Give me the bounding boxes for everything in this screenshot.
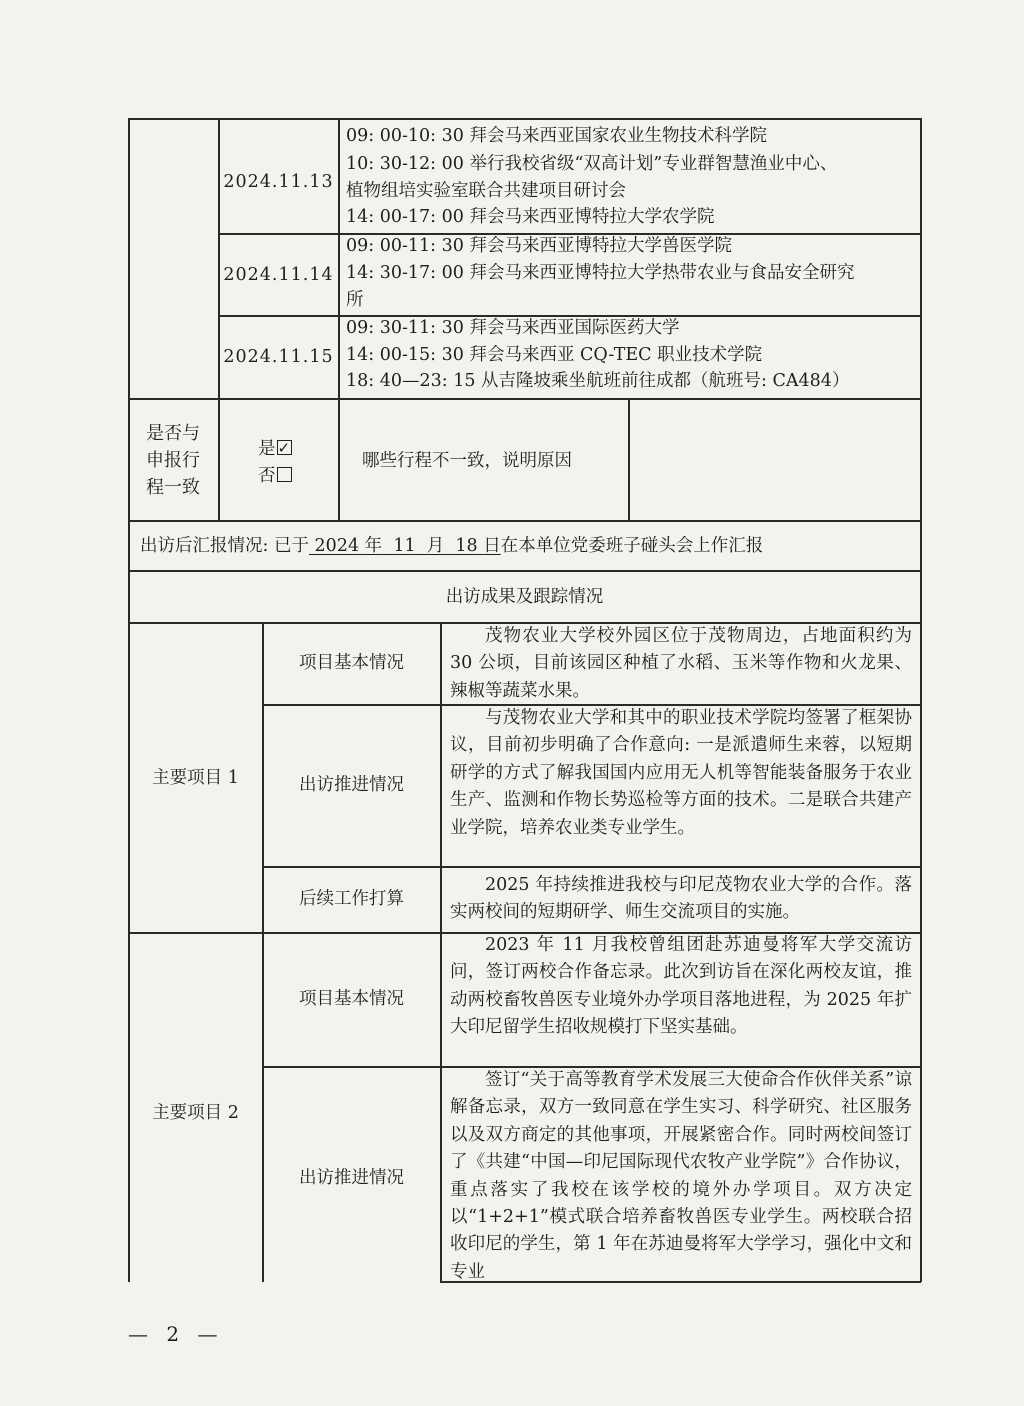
no-label: 否 [258,466,276,486]
itinerary-line: 18: 40—23: 15 从吉隆坡乘坐航班前往成都（航班号: CA484） [346,371,850,391]
row-label: 出访推进情况 [299,1168,404,1188]
divider [128,570,921,572]
consistency-no[interactable] [258,463,292,490]
project-name: 主要项目 2 [152,1103,239,1123]
consistency-yes[interactable] [258,436,292,463]
row-label: 项目基本情况 [299,989,404,1009]
row-label: 出访推进情况 [299,775,404,795]
results-title: 出访成果及跟踪情况 [445,587,604,607]
row-label: 后续工作打算 [299,889,404,909]
table-border-right [920,118,922,1282]
divider [628,398,630,520]
row-text: 与茂物农业大学和其中的职业技术学院均签署了框架协议，目前初步明确了合作意向: 一是派遣师生来蓉，以短期研学的方式了解我国国内应用无人机等智能装备服务于农业生产、监测和作物长势巡检等方面的技术。二是联合共建产业学院，培养农业类专业学生。 [450,708,912,838]
report-prefix: 出访后汇报情况: 已于 [140,536,309,556]
itinerary-line: 植物组培实验室联合共建项目研讨会 [346,181,626,201]
no-checkbox[interactable] [277,467,292,482]
itinerary-line: 09: 00-11: 30 拜会马来西亚博特拉大学兽医学院 [346,236,732,256]
itinerary-line: 09: 30-11: 30 拜会马来西亚国际医药大学 [346,318,680,338]
itinerary-line: 14: 00-17: 00 拜会马来西亚博特拉大学农学院 [346,207,715,227]
report-line [140,533,763,560]
divider [262,866,921,868]
itinerary-line: 14: 00-15: 30 拜会马来西亚 CQ-TEC 职业技术学院 [346,345,763,365]
row-text: 签订“关于高等教育学术发展三大使命合作伙伴关系”谅解备忘录，双方一致同意在学生实习、科学研究、社区服务以及双方商定的其他事项，开展紧密合作。同时两校间签订了《共建“中国—印尼国际现代农牧产业学院”》合作协议，重点落实了我校在该学校的境外办学项目。双方决定以“1+2+1”模式联合培养畜牧兽医专业学生。两校联合招收印尼的学生，第 1 年在苏迪曼将军大学学习，强化中文和专业 [450,1070,912,1282]
itinerary-line: 所 [346,290,364,310]
itinerary-date: 2024.11.13 [223,172,334,192]
table-border-top [128,118,921,120]
page-number: — 2 — [128,1322,224,1346]
itinerary-line: 09: 00-10: 30 拜会马来西亚国家农业生物技术科学院 [346,126,767,146]
project-name: 主要项目 1 [152,768,239,788]
consistency-label: 是否与申报行程一致 [146,423,200,498]
divider [128,520,921,522]
itinerary-date: 2024.11.15 [223,347,334,367]
yes-checkbox[interactable] [277,440,292,455]
row-text: 2025 年持续推进我校与印尼茂物农业大学的合作。落实两校间的短期研学、师生交流项目的实施。 [450,875,912,923]
divider [440,622,442,1282]
row-text: 茂物农业大学校外园区位于茂物周边，占地面积约为 30 公顷，目前该园区种植了水稻、玉米等作物和火龙果、辣椒等蔬菜水果。 [450,626,912,701]
itinerary-date: 2024.11.14 [223,265,334,285]
reason-label: 哪些行程不一致，说明原因 [362,451,572,471]
divider [338,118,340,520]
row-label: 项目基本情况 [299,653,404,673]
itinerary-line: 10: 30-12: 00 举行我校省级“双高计划”专业群智慧渔业中心、 [346,154,838,174]
divider [128,398,921,400]
report-suffix: 在本单位党委班子碰头会上作汇报 [500,536,764,556]
report-date: 2024 年 11 月 18 日 [314,536,501,556]
itinerary-line: 14: 30-17: 00 拜会马来西亚博特拉大学热带农业与食品安全研究 [346,263,855,283]
yes-label: 是 [258,439,276,459]
row-text: 2023 年 11 月我校曾组团赴苏迪曼将军大学交流访问，签订两校合作备忘录。此次到访旨在深化两校友谊，推动两校畜牧兽医专业境外办学项目落地进程，为 2025 年扩大印尼留学生招收规模打下坚实基础。 [450,935,912,1038]
